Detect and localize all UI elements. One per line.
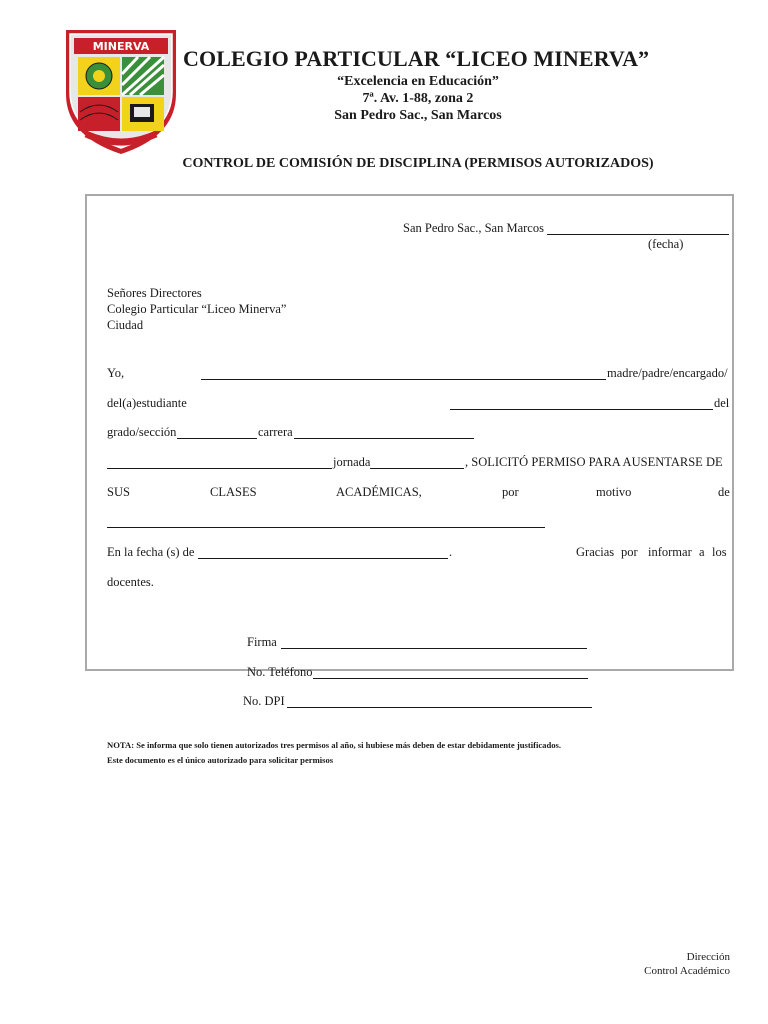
signature-line[interactable]	[281, 648, 587, 649]
date-label: (fecha)	[648, 237, 684, 251]
thanks-word-2: por	[621, 545, 638, 559]
student-name-line[interactable]	[450, 409, 713, 410]
school-name: COLEGIO PARTICULAR “LICEO MINERVA”	[183, 46, 650, 71]
thanks-word-5: los	[712, 545, 727, 559]
grade-label: grado/sección	[107, 425, 177, 439]
thanks-end: docentes.	[107, 575, 154, 589]
phone-label: No. Teléfono	[247, 665, 313, 679]
form-frame	[85, 194, 734, 671]
document-title: CONTROL DE COMISIÓN DE DISCIPLINA (PERMISOS AUTORIZADOS)	[182, 156, 654, 171]
yo-label: Yo,	[107, 366, 125, 380]
date-field-line[interactable]	[547, 234, 729, 235]
thanks-word-3: informar	[648, 545, 692, 559]
dates-line[interactable]	[198, 558, 448, 559]
addressee-line-1: Señores Directores	[107, 286, 202, 300]
school-motto: “Excelencia en Educación”	[337, 74, 499, 89]
logo-top-text: MINERVA	[92, 40, 150, 53]
guardian-role-label: madre/padre/encargado/	[607, 366, 728, 380]
dpi-line[interactable]	[287, 707, 592, 708]
guardian-name-line[interactable]	[201, 379, 606, 380]
reason-word-6: de	[718, 485, 730, 499]
phone-line[interactable]	[313, 678, 588, 679]
place-label: San Pedro Sac., San Marcos	[403, 221, 544, 235]
addressee-line-3: Ciudad	[107, 318, 144, 332]
unique-document-note: Este documento es el único autorizado para solicitar permisos	[107, 755, 334, 765]
school-city: San Pedro Sac., San Marcos	[334, 108, 502, 123]
reason-word-4: por	[502, 485, 519, 499]
school-crest-logo	[60, 24, 182, 156]
reason-word-2: CLASES	[210, 485, 257, 499]
reason-word-3: ACADÉMICAS,	[336, 485, 422, 499]
addressee-line-2: Colegio Particular “Liceo Minerva”	[107, 302, 287, 316]
thanks-word-4: a	[699, 545, 705, 559]
footer-line-1: Dirección	[686, 951, 730, 963]
reason-word-5: motivo	[596, 485, 632, 499]
student-prefix-label: del(a)estudiante	[107, 396, 187, 410]
blank-line[interactable]	[107, 468, 332, 469]
signature-label: Firma	[247, 635, 277, 649]
thanks-word-1: Gracias	[576, 545, 615, 559]
grade-line[interactable]	[177, 438, 257, 439]
career-label: carrera	[258, 425, 293, 439]
student-suffix-label: del	[714, 396, 730, 410]
note-text: NOTA: Se informa que solo tienen autorizados tres permisos al año, si hubiese más deben de estar debidamente justificados.	[107, 740, 562, 750]
school-address: 7ª. Av. 1-88, zona 2	[362, 91, 474, 106]
reason-line[interactable]	[107, 527, 545, 528]
shift-label: jornada	[333, 455, 371, 469]
reason-word-1: SUS	[107, 485, 130, 499]
footer-line-2: Control Académico	[644, 965, 730, 977]
dpi-label: No. DPI	[243, 694, 285, 708]
dates-period: .	[449, 545, 453, 559]
career-line[interactable]	[294, 438, 474, 439]
dates-label: En la fecha (s) de	[107, 545, 195, 559]
shift-line[interactable]	[370, 468, 464, 469]
request-text: , SOLICITÓ PERMISO PARA AUSENTARSE DE	[465, 455, 723, 469]
